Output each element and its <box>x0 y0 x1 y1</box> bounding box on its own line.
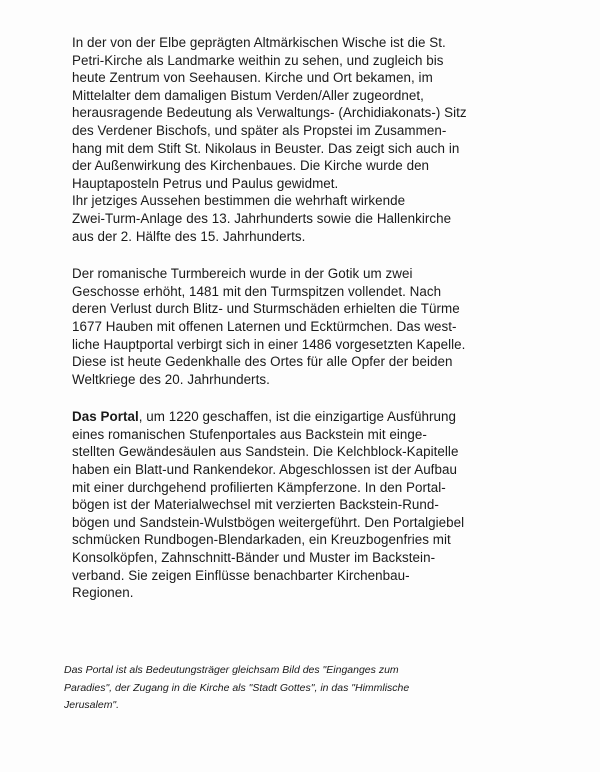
paragraph-portal <box>72 408 542 602</box>
text-line-rest: , um 1220 geschaffen, ist die einzigartige Ausführung <box>138 409 457 425</box>
text-line: Der romanische Turmbereich wurde in der Gotik um zwei <box>72 266 413 282</box>
text-line: mit einer durchgehend profilierten Kämpferzone. In den Portal- <box>72 479 446 495</box>
text-line: eines romanischen Stufenportales aus Backstein mit einge- <box>72 426 427 442</box>
text-line: schmücken Rundbogen-Blendarkaden, ein Kreuzbogenfries mit <box>72 532 451 548</box>
text-line: aus der 2. Hälfte des 15. Jahrhunderts. <box>72 228 306 244</box>
text-line: Hauptaposteln Petrus und Paulus gewidmet. <box>72 175 339 191</box>
text-line: Konsolköpfen, Zahnschnitt-Bänder und Muster im Backstein- <box>72 550 436 566</box>
text-line: herausragende Bedeutung als Verwaltungs- (Archidiakonats-) Sitz <box>72 105 467 121</box>
text-line: deren Verlust durch Blitz- und Sturmschäden erhielten die Türme <box>72 301 460 317</box>
paragraph-towers <box>72 265 542 388</box>
text-line: 1677 Hauben mit offenen Laternen und Ecktürmchen. Das west- <box>72 318 457 334</box>
text-line: liche Hauptportal verbirgt sich in einer 1486 vorgesetzten Kapelle. <box>72 336 466 352</box>
paragraph-appearance <box>72 192 542 245</box>
caption-line: Jerusalem". <box>64 699 120 711</box>
text-line <box>72 408 542 426</box>
text-line: heute Zentrum von Seehausen. Kirche und Ort bekamen, im <box>72 70 433 86</box>
text-line: der Außenwirkung des Kirchenbaues. Die Kirche wurde den <box>72 158 430 174</box>
text-line: bögen ist der Materialwechsel mit verzierten Backstein-Rund- <box>72 497 439 513</box>
text-line: verband. Sie zeigen Einflüsse benachbarter Kirchenbau- <box>72 567 410 583</box>
text-line: bögen und Sandstein-Wulstbögen weitergeführt. Den Portalgiebel <box>72 514 465 530</box>
text-line: Zwei-Turm-Anlage des 13. Jahrhunderts sowie die Hallenkirche <box>72 210 452 226</box>
body-text <box>72 34 542 602</box>
paragraph-intro <box>72 34 542 192</box>
text-line: Geschosse erhöht, 1481 mit den Turmspitzen vollendet. Nach <box>72 283 442 299</box>
text-line: Weltkriege des 20. Jahrhunderts. <box>72 371 270 387</box>
text-line: Petri-Kirche als Landmarke weithin zu sehen, und zugleich bis <box>72 52 444 68</box>
text-line: Ihr jetziges Aussehen bestimmen die wehrhaft wirkende <box>72 193 406 209</box>
caption-line: Das Portal ist als Bedeutungsträger gleichsam Bild des "Einganges zum <box>64 664 399 676</box>
text-line: hang mit dem Stift St. Nikolaus in Beuster. Das zeigt sich auch in <box>72 140 460 156</box>
text-line: Regionen. <box>72 585 134 601</box>
text-line: Diese ist heute Gedenkhalle des Ortes für alle Opfer der beiden <box>72 354 453 370</box>
text-line: In der von der Elbe geprägten Altmärkischen Wische ist die St. <box>72 35 446 50</box>
caption <box>64 662 534 715</box>
text-line: Mittelalter dem damaligen Bistum Verden/Aller zugeordnet, <box>72 87 424 103</box>
caption-line: Paradies", der Zugang in die Kirche als "Stadt Gottes", in das "Himmlische <box>64 681 410 694</box>
text-line: stellten Gewändesäulen aus Sandstein. Die Kelchblock-Kapitelle <box>72 444 459 460</box>
text-line: haben ein Blatt-und Rankendekor. Abgeschlossen ist der Aufbau <box>72 462 457 478</box>
text-line: des Verdener Bischofs, und später als Propstei im Zusammen- <box>72 122 447 138</box>
portal-heading: Das Portal <box>72 409 139 425</box>
